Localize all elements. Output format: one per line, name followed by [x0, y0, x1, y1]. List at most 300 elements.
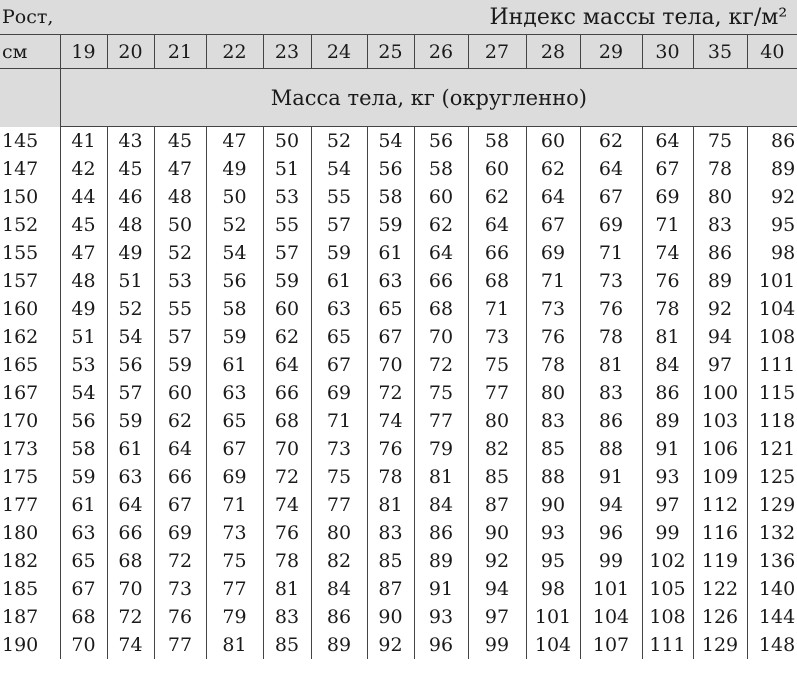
weight-cell: 98 [747, 239, 797, 267]
table-row [0, 239, 797, 267]
weight-cell: 58 [206, 295, 263, 323]
weight-cell: 76 [580, 295, 642, 323]
weight-cell: 55 [311, 183, 367, 211]
weight-cell: 62 [263, 323, 311, 351]
weight-cell: 59 [367, 211, 414, 239]
weight-cell: 58 [367, 183, 414, 211]
table-row [0, 127, 797, 156]
weight-cell: 69 [526, 239, 580, 267]
weight-cell: 89 [693, 267, 747, 295]
weight-cell: 70 [263, 435, 311, 463]
weight-cell: 50 [206, 183, 263, 211]
weight-cell: 76 [642, 267, 693, 295]
weight-cell: 101 [526, 603, 580, 631]
weight-cell: 77 [311, 491, 367, 519]
weight-cell: 118 [747, 407, 797, 435]
weight-cell: 45 [154, 127, 206, 156]
weight-cell: 83 [263, 603, 311, 631]
weight-cell: 119 [693, 547, 747, 575]
weight-cell: 62 [468, 183, 526, 211]
weight-subtitle: Масса тела, кг (округленно) [60, 69, 797, 127]
weight-cell: 94 [468, 575, 526, 603]
weight-cell: 59 [154, 351, 206, 379]
table-row [0, 631, 797, 659]
weight-cell: 69 [642, 183, 693, 211]
weight-cell: 48 [154, 183, 206, 211]
weight-cell: 56 [367, 155, 414, 183]
weight-cell: 73 [311, 435, 367, 463]
weight-cell: 63 [367, 267, 414, 295]
table-header [0, 0, 797, 127]
weight-cell: 77 [206, 575, 263, 603]
weight-cell: 78 [526, 351, 580, 379]
table-row [0, 575, 797, 603]
height-label-line1: Рост, [0, 0, 60, 35]
weight-cell: 74 [263, 491, 311, 519]
weight-cell: 99 [580, 547, 642, 575]
header-spacer [0, 69, 60, 127]
weight-cell: 65 [60, 547, 107, 575]
weight-cell: 93 [526, 519, 580, 547]
weight-cell: 54 [311, 155, 367, 183]
weight-cell: 88 [580, 435, 642, 463]
weight-cell: 66 [263, 379, 311, 407]
weight-cell: 86 [311, 603, 367, 631]
weight-cell: 88 [526, 463, 580, 491]
weight-cell: 82 [311, 547, 367, 575]
bmi-value-header: 22 [206, 35, 263, 69]
weight-cell: 94 [693, 323, 747, 351]
weight-cell: 95 [747, 211, 797, 239]
weight-cell: 54 [367, 127, 414, 156]
weight-cell: 112 [693, 491, 747, 519]
weight-cell: 59 [206, 323, 263, 351]
weight-cell: 108 [747, 323, 797, 351]
weight-cell: 107 [580, 631, 642, 659]
weight-cell: 81 [580, 351, 642, 379]
weight-cell: 59 [311, 239, 367, 267]
weight-cell: 78 [642, 295, 693, 323]
weight-cell: 90 [526, 491, 580, 519]
height-cell: 177 [2, 494, 39, 516]
weight-cell: 89 [414, 547, 468, 575]
bmi-value-header: 19 [60, 35, 107, 69]
weight-cell: 57 [263, 239, 311, 267]
weight-cell: 97 [642, 491, 693, 519]
weight-cell: 89 [642, 407, 693, 435]
weight-cell: 51 [263, 155, 311, 183]
weight-cell: 63 [107, 463, 154, 491]
weight-cell: 69 [311, 379, 367, 407]
weight-cell: 91 [414, 575, 468, 603]
bmi-value-header: 35 [693, 35, 747, 69]
weight-cell: 87 [468, 491, 526, 519]
weight-cell: 47 [154, 155, 206, 183]
weight-cell: 129 [693, 631, 747, 659]
weight-cell: 45 [60, 211, 107, 239]
weight-cell: 115 [747, 379, 797, 407]
weight-cell: 105 [642, 575, 693, 603]
weight-cell: 74 [642, 239, 693, 267]
weight-cell: 52 [311, 127, 367, 156]
weight-cell: 79 [206, 603, 263, 631]
weight-cell: 91 [580, 463, 642, 491]
weight-cell: 53 [263, 183, 311, 211]
weight-cell: 61 [206, 351, 263, 379]
weight-cell: 84 [642, 351, 693, 379]
weight-cell: 57 [311, 211, 367, 239]
weight-cell: 59 [60, 463, 107, 491]
weight-cell: 77 [468, 379, 526, 407]
weight-cell: 75 [693, 127, 747, 156]
table-row [0, 323, 797, 351]
weight-cell: 71 [580, 239, 642, 267]
weight-cell: 44 [60, 183, 107, 211]
weight-cell: 92 [747, 183, 797, 211]
weight-cell: 70 [60, 631, 107, 659]
weight-cell: 71 [311, 407, 367, 435]
table-row [0, 547, 797, 575]
table-row [0, 407, 797, 435]
weight-cell: 122 [693, 575, 747, 603]
bmi-value-header: 27 [468, 35, 526, 69]
table-row [0, 435, 797, 463]
height-cell: 167 [2, 382, 39, 404]
table-row [0, 491, 797, 519]
height-cell: 152 [2, 214, 39, 236]
bmi-value-header: 29 [580, 35, 642, 69]
weight-cell: 87 [367, 575, 414, 603]
table-row [0, 603, 797, 631]
weight-cell: 89 [747, 155, 797, 183]
weight-cell: 71 [526, 267, 580, 295]
weight-cell: 103 [693, 407, 747, 435]
weight-cell: 101 [747, 267, 797, 295]
weight-cell: 43 [107, 127, 154, 156]
weight-cell: 64 [642, 127, 693, 156]
weight-cell: 126 [693, 603, 747, 631]
weight-cell: 68 [468, 267, 526, 295]
weight-cell: 78 [580, 323, 642, 351]
weight-cell: 72 [154, 547, 206, 575]
weight-cell: 85 [468, 463, 526, 491]
weight-cell: 116 [693, 519, 747, 547]
table-row [0, 211, 797, 239]
weight-cell: 50 [154, 211, 206, 239]
weight-cell: 74 [367, 407, 414, 435]
weight-cell: 56 [414, 127, 468, 156]
weight-cell: 60 [263, 295, 311, 323]
weight-cell: 78 [367, 463, 414, 491]
weight-cell: 76 [263, 519, 311, 547]
bmi-value-header: 20 [107, 35, 154, 69]
table-row [0, 155, 797, 183]
weight-cell: 46 [107, 183, 154, 211]
bmi-value-header: 30 [642, 35, 693, 69]
height-cell: 180 [2, 522, 39, 544]
weight-cell: 52 [154, 239, 206, 267]
weight-cell: 64 [468, 211, 526, 239]
weight-cell: 80 [311, 519, 367, 547]
weight-cell: 121 [747, 435, 797, 463]
weight-cell: 125 [747, 463, 797, 491]
weight-cell: 58 [414, 155, 468, 183]
weight-cell: 68 [107, 547, 154, 575]
weight-cell: 72 [107, 603, 154, 631]
bmi-value-header: 25 [367, 35, 414, 69]
weight-cell: 49 [206, 155, 263, 183]
weight-cell: 92 [693, 295, 747, 323]
height-cell: 162 [2, 326, 39, 348]
bmi-value-header: 28 [526, 35, 580, 69]
weight-cell: 48 [60, 267, 107, 295]
weight-cell: 85 [367, 547, 414, 575]
weight-cell: 64 [263, 351, 311, 379]
weight-cell: 52 [206, 211, 263, 239]
weight-cell: 70 [414, 323, 468, 351]
weight-cell: 98 [526, 575, 580, 603]
weight-cell: 89 [311, 631, 367, 659]
table-body [0, 127, 797, 660]
weight-cell: 62 [414, 211, 468, 239]
weight-cell: 61 [367, 239, 414, 267]
weight-cell: 70 [367, 351, 414, 379]
height-label-line2: см [0, 35, 60, 69]
weight-cell: 60 [414, 183, 468, 211]
weight-cell: 49 [107, 239, 154, 267]
height-cell: 182 [2, 550, 39, 572]
weight-cell: 78 [263, 547, 311, 575]
weight-cell: 132 [747, 519, 797, 547]
weight-cell: 86 [642, 379, 693, 407]
weight-cell: 86 [693, 239, 747, 267]
weight-cell: 68 [60, 603, 107, 631]
weight-cell: 97 [468, 603, 526, 631]
weight-cell: 80 [526, 379, 580, 407]
weight-cell: 72 [367, 379, 414, 407]
weight-cell: 66 [107, 519, 154, 547]
weight-cell: 67 [526, 211, 580, 239]
weight-cell: 99 [468, 631, 526, 659]
weight-cell: 76 [367, 435, 414, 463]
weight-cell: 63 [311, 295, 367, 323]
height-cell: 175 [2, 466, 39, 488]
weight-cell: 64 [414, 239, 468, 267]
weight-cell: 66 [154, 463, 206, 491]
weight-cell: 90 [468, 519, 526, 547]
weight-cell: 75 [311, 463, 367, 491]
weight-cell: 136 [747, 547, 797, 575]
weight-cell: 49 [60, 295, 107, 323]
weight-cell: 48 [107, 211, 154, 239]
weight-cell: 55 [154, 295, 206, 323]
weight-cell: 73 [526, 295, 580, 323]
table-row [0, 351, 797, 379]
weight-cell: 101 [580, 575, 642, 603]
weight-cell: 81 [206, 631, 263, 659]
weight-cell: 70 [107, 575, 154, 603]
weight-cell: 73 [468, 323, 526, 351]
weight-cell: 74 [107, 631, 154, 659]
weight-cell: 60 [468, 155, 526, 183]
table-row [0, 519, 797, 547]
weight-cell: 51 [60, 323, 107, 351]
weight-cell: 66 [414, 267, 468, 295]
weight-cell: 61 [60, 491, 107, 519]
height-cell: 165 [2, 354, 39, 376]
weight-cell: 63 [60, 519, 107, 547]
weight-cell: 144 [747, 603, 797, 631]
weight-cell: 91 [642, 435, 693, 463]
height-cell: 150 [2, 186, 39, 208]
weight-cell: 73 [580, 267, 642, 295]
weight-cell: 79 [414, 435, 468, 463]
weight-cell: 111 [747, 351, 797, 379]
weight-cell: 56 [60, 407, 107, 435]
weight-cell: 55 [263, 211, 311, 239]
bmi-value-header: 40 [747, 35, 797, 69]
weight-cell: 64 [580, 155, 642, 183]
weight-cell: 59 [107, 407, 154, 435]
weight-cell: 67 [206, 435, 263, 463]
weight-cell: 75 [414, 379, 468, 407]
weight-cell: 65 [206, 407, 263, 435]
weight-cell: 83 [526, 407, 580, 435]
weight-cell: 77 [154, 631, 206, 659]
weight-cell: 62 [154, 407, 206, 435]
weight-cell: 104 [580, 603, 642, 631]
weight-cell: 85 [263, 631, 311, 659]
weight-cell: 104 [747, 295, 797, 323]
weight-cell: 93 [414, 603, 468, 631]
weight-cell: 67 [642, 155, 693, 183]
table-row [0, 183, 797, 211]
weight-cell: 61 [107, 435, 154, 463]
weight-cell: 65 [311, 323, 367, 351]
weight-cell: 66 [468, 239, 526, 267]
weight-cell: 129 [747, 491, 797, 519]
weight-cell: 84 [311, 575, 367, 603]
weight-cell: 54 [206, 239, 263, 267]
weight-cell: 80 [693, 183, 747, 211]
weight-cell: 82 [468, 435, 526, 463]
weight-cell: 54 [107, 323, 154, 351]
weight-cell: 77 [414, 407, 468, 435]
weight-cell: 92 [367, 631, 414, 659]
height-cell: 155 [2, 242, 39, 264]
weight-cell: 90 [367, 603, 414, 631]
weight-cell: 96 [414, 631, 468, 659]
table-row [0, 295, 797, 323]
weight-cell: 86 [414, 519, 468, 547]
weight-cell: 41 [60, 127, 107, 156]
weight-cell: 76 [154, 603, 206, 631]
weight-cell: 68 [263, 407, 311, 435]
weight-cell: 104 [526, 631, 580, 659]
bmi-values-row [0, 35, 797, 69]
table-row [0, 379, 797, 407]
weight-cell: 57 [107, 379, 154, 407]
weight-cell: 69 [580, 211, 642, 239]
weight-cell: 59 [263, 267, 311, 295]
weight-cell: 111 [642, 631, 693, 659]
weight-cell: 72 [414, 351, 468, 379]
weight-cell: 54 [60, 379, 107, 407]
weight-cell: 67 [580, 183, 642, 211]
height-cell: 173 [2, 438, 39, 460]
weight-cell: 71 [206, 491, 263, 519]
height-cell: 170 [2, 410, 39, 432]
weight-cell: 99 [642, 519, 693, 547]
weight-cell: 85 [526, 435, 580, 463]
weight-cell: 73 [206, 519, 263, 547]
weight-cell: 81 [414, 463, 468, 491]
weight-cell: 65 [367, 295, 414, 323]
weight-cell: 83 [693, 211, 747, 239]
weight-cell: 56 [206, 267, 263, 295]
weight-cell: 62 [526, 155, 580, 183]
weight-cell: 69 [206, 463, 263, 491]
bmi-value-header: 21 [154, 35, 206, 69]
weight-cell: 69 [154, 519, 206, 547]
weight-cell: 102 [642, 547, 693, 575]
weight-cell: 56 [107, 351, 154, 379]
weight-cell: 61 [311, 267, 367, 295]
weight-cell: 50 [263, 127, 311, 156]
height-cell: 190 [2, 634, 39, 656]
weight-cell: 42 [60, 155, 107, 183]
weight-cell: 67 [60, 575, 107, 603]
weight-cell: 67 [311, 351, 367, 379]
weight-cell: 100 [693, 379, 747, 407]
height-cell: 147 [2, 158, 39, 180]
weight-cell: 76 [526, 323, 580, 351]
weight-cell: 97 [693, 351, 747, 379]
weight-cell: 148 [747, 631, 797, 659]
weight-cell: 62 [580, 127, 642, 156]
weight-cell: 92 [468, 547, 526, 575]
weight-cell: 72 [263, 463, 311, 491]
height-cell: 187 [2, 606, 39, 628]
weight-cell: 80 [468, 407, 526, 435]
weight-cell: 83 [367, 519, 414, 547]
weight-cell: 109 [693, 463, 747, 491]
weight-cell: 96 [580, 519, 642, 547]
weight-cell: 63 [206, 379, 263, 407]
weight-cell: 53 [60, 351, 107, 379]
weight-cell: 95 [526, 547, 580, 575]
height-cell: 160 [2, 298, 39, 320]
weight-cell: 52 [107, 295, 154, 323]
weight-cell: 106 [693, 435, 747, 463]
height-cell: 145 [2, 129, 39, 152]
table-row [0, 463, 797, 491]
weight-cell: 64 [526, 183, 580, 211]
weight-cell: 45 [107, 155, 154, 183]
weight-cell: 93 [642, 463, 693, 491]
weight-cell: 64 [154, 435, 206, 463]
weight-cell: 81 [642, 323, 693, 351]
weight-cell: 108 [642, 603, 693, 631]
weight-cell: 51 [107, 267, 154, 295]
weight-cell: 57 [154, 323, 206, 351]
height-cell: 185 [2, 578, 39, 600]
weight-cell: 94 [580, 491, 642, 519]
bmi-title: Индекс массы тела, кг/м² [60, 0, 797, 35]
weight-cell: 47 [60, 239, 107, 267]
height-cell: 157 [2, 270, 39, 292]
weight-cell: 58 [468, 127, 526, 156]
